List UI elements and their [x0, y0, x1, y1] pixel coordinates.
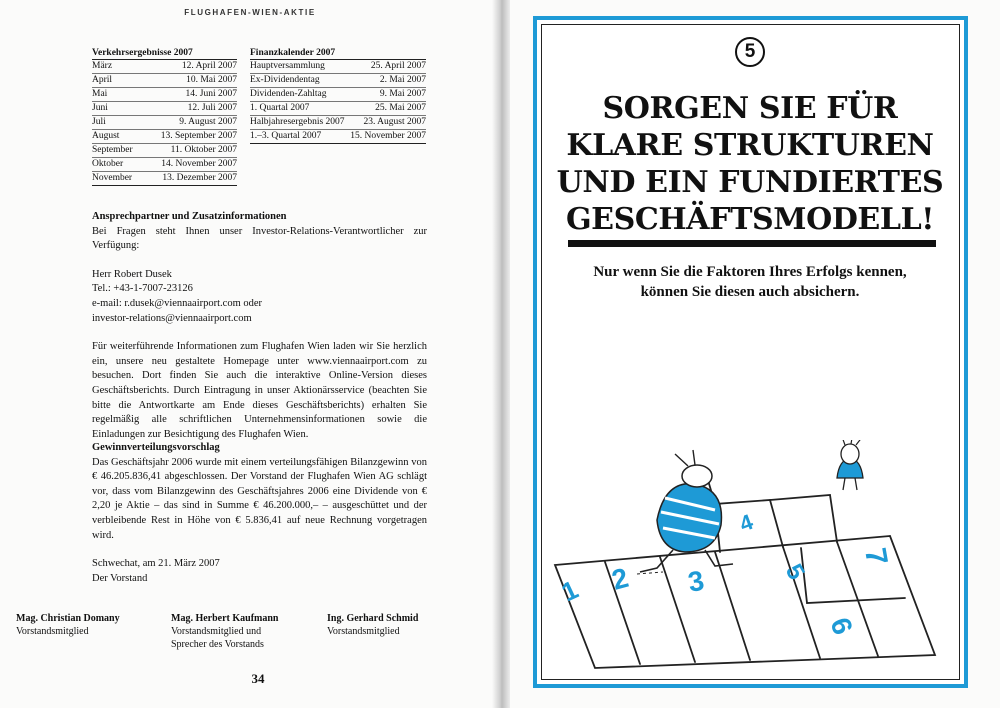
table-row	[92, 74, 237, 88]
row-label: Juni	[92, 102, 142, 116]
standing-figure	[837, 440, 863, 490]
row-label: August	[92, 130, 142, 144]
hopscotch-number-2: 2	[608, 561, 632, 596]
signature-domany	[16, 612, 120, 638]
signature-role: Vorstandsmitglied	[16, 626, 89, 637]
hopscotch-number-5: 5	[779, 559, 810, 585]
contact-section	[92, 210, 427, 442]
hopscotch-number-1: 1	[556, 574, 583, 608]
hopscotch-number-6: 6	[824, 613, 859, 639]
row-date: 12. Juli 2007	[142, 102, 237, 116]
headline-line: GESCHÄFTSMODELL!	[565, 202, 935, 237]
contact-tel: Tel.: +43-1-7007-23126	[92, 283, 193, 295]
row-date: 13. September 2007	[142, 130, 237, 144]
table-row	[250, 102, 426, 116]
website-paragraph: Für weiterführende Informationen zum Flughafen Wien laden wir Sie herzlich ein, unsere neu gestaltete Homepage unter www.viennaairport.com zu besuchen. Dort finden Sie auch die interaktive Online-Version dieses Geschäftsberichts. Durch Eintragung in unser Aktionärsservice (beachten Sie bitte die Antwortkarte am Ende dieses Geschäftsberichts) erhalten Sie regelmäßig alle schriftlichen Unternehmensinformationen sowie die Einladungen zur Besichtigung des Flughafen Wien.	[92, 341, 427, 440]
row-date: 14. Juni 2007	[142, 88, 237, 102]
board-label: Der Vorstand	[92, 572, 148, 584]
row-label: Halbjahresergebnis 2007	[250, 116, 348, 130]
signature-name: Mag. Christian Domany	[16, 613, 120, 624]
row-label: März	[92, 60, 142, 74]
row-label: 1. Quartal 2007	[250, 102, 348, 116]
traffic-results-table	[92, 48, 237, 186]
table-row	[250, 60, 426, 74]
row-label: Juli	[92, 116, 142, 130]
row-date: 11. Oktober 2007	[142, 144, 237, 158]
table-row	[92, 102, 237, 116]
row-date: 10. Mai 2007	[142, 74, 237, 88]
contact-heading: Ansprechpartner und Zusatzinformationen	[92, 211, 287, 222]
contact-email-ir[interactable]: investor-relations@viennaairport.com	[92, 312, 252, 324]
row-date: 13. Dezember 2007	[142, 172, 237, 186]
table-row	[92, 88, 237, 102]
table-row	[250, 74, 426, 88]
row-date: 25. Mai 2007	[348, 102, 426, 116]
row-date: 9. Mai 2007	[348, 88, 426, 102]
signature-name: Ing. Gerhard Schmid	[327, 613, 419, 624]
contact-email[interactable]: e-mail: r.dusek@viennaairport.com oder	[92, 297, 263, 309]
subheadline	[545, 262, 955, 302]
row-label: April	[92, 74, 142, 88]
signature-name: Mag. Herbert Kaufmann	[171, 613, 279, 624]
row-date: 25. April 2007	[348, 60, 426, 74]
table-row	[92, 130, 237, 144]
table-row	[92, 144, 237, 158]
section-number-badge: 5	[735, 37, 765, 67]
contact-name: Herr Robert Dusek	[92, 268, 172, 280]
hopscotch-number-7: 7	[858, 545, 894, 568]
row-label: 1.–3. Quartal 2007	[250, 130, 348, 144]
row-label: September	[92, 144, 142, 158]
row-date: 23. August 2007	[348, 116, 426, 130]
table-row	[92, 158, 237, 172]
hopscotch-illustration	[545, 440, 955, 675]
signature-role: Vorstandsmitglied	[327, 626, 400, 637]
hopscotch-number-4: 4	[736, 509, 757, 537]
row-label: Ex-Dividendentag	[250, 74, 348, 88]
signature-role-2: Sprecher des Vorstands	[171, 639, 264, 650]
row-date: 12. April 2007	[142, 60, 237, 74]
profit-section	[92, 441, 427, 586]
headline-line: KLARE STRUKTUREN	[566, 128, 934, 163]
table-row	[92, 172, 237, 186]
table-row	[250, 116, 426, 130]
profit-text: Das Geschäftsjahr 2006 wurde mit einem verteilungsfähigen Bilanzgewinn von € 46.205.836,41 abgeschlossen. Der Vorstand der Flughafen Wien AG schlägt vor, dass vom Bilanzgewinn des Geschäftsjahres 2006 eine Dividende von € 2,20 je Aktie – das sind in Summe € 46.200.000,– – ausgeschüttet und der verbleibende Rest in Höhe von € 5.836,41 auf neue Rechnung vorgetragen wird.	[92, 456, 427, 541]
row-date: 9. August 2007	[142, 116, 237, 130]
row-label: Mai	[92, 88, 142, 102]
subheadline-line: Nur wenn Sie die Faktoren Ihres Erfolgs kennen,	[593, 264, 907, 280]
page-number: 34	[251, 671, 265, 686]
signature-role: Vorstandsmitglied und	[171, 626, 262, 637]
row-label: Dividenden-Zahltag	[250, 88, 348, 102]
row-date: 15. November 2007	[348, 130, 426, 144]
traffic-results-title: Verkehrsergebnisse 2007	[92, 48, 237, 60]
headline-line: UND EIN FUNDIERTES	[556, 165, 944, 200]
book-gutter	[492, 0, 510, 708]
running-figure	[637, 450, 733, 574]
row-date: 2. Mai 2007	[348, 74, 426, 88]
table-row	[92, 116, 237, 130]
signature-kaufmann	[171, 612, 279, 651]
profit-heading: Gewinnverteilungsvorschlag	[92, 442, 220, 453]
row-label: November	[92, 172, 142, 186]
headline-line: SORGEN SIE FÜR	[602, 91, 898, 126]
place-date: Schwechat, am 21. März 2007	[92, 558, 220, 570]
signature-schmid	[327, 612, 418, 638]
finance-calendar-table	[250, 48, 426, 144]
running-head: FLUGHAFEN-WIEN-AKTIE	[184, 8, 316, 17]
row-label: Oktober	[92, 158, 142, 172]
finance-calendar-title: Finanzkalender 2007	[250, 48, 426, 60]
headline	[545, 90, 955, 238]
contact-intro: Bei Fragen steht Ihnen unser Investor-Relations-Verantwortlicher zur Verfügung:	[92, 225, 427, 252]
row-label: Hauptversammlung	[250, 60, 348, 74]
table-row	[250, 130, 426, 144]
row-date: 14. November 2007	[142, 158, 237, 172]
table-row	[92, 60, 237, 74]
hopscotch-number-3: 3	[685, 564, 707, 598]
headline-divider	[568, 240, 936, 247]
table-row	[250, 88, 426, 102]
subheadline-line: können Sie diesen auch absichern.	[640, 284, 860, 300]
